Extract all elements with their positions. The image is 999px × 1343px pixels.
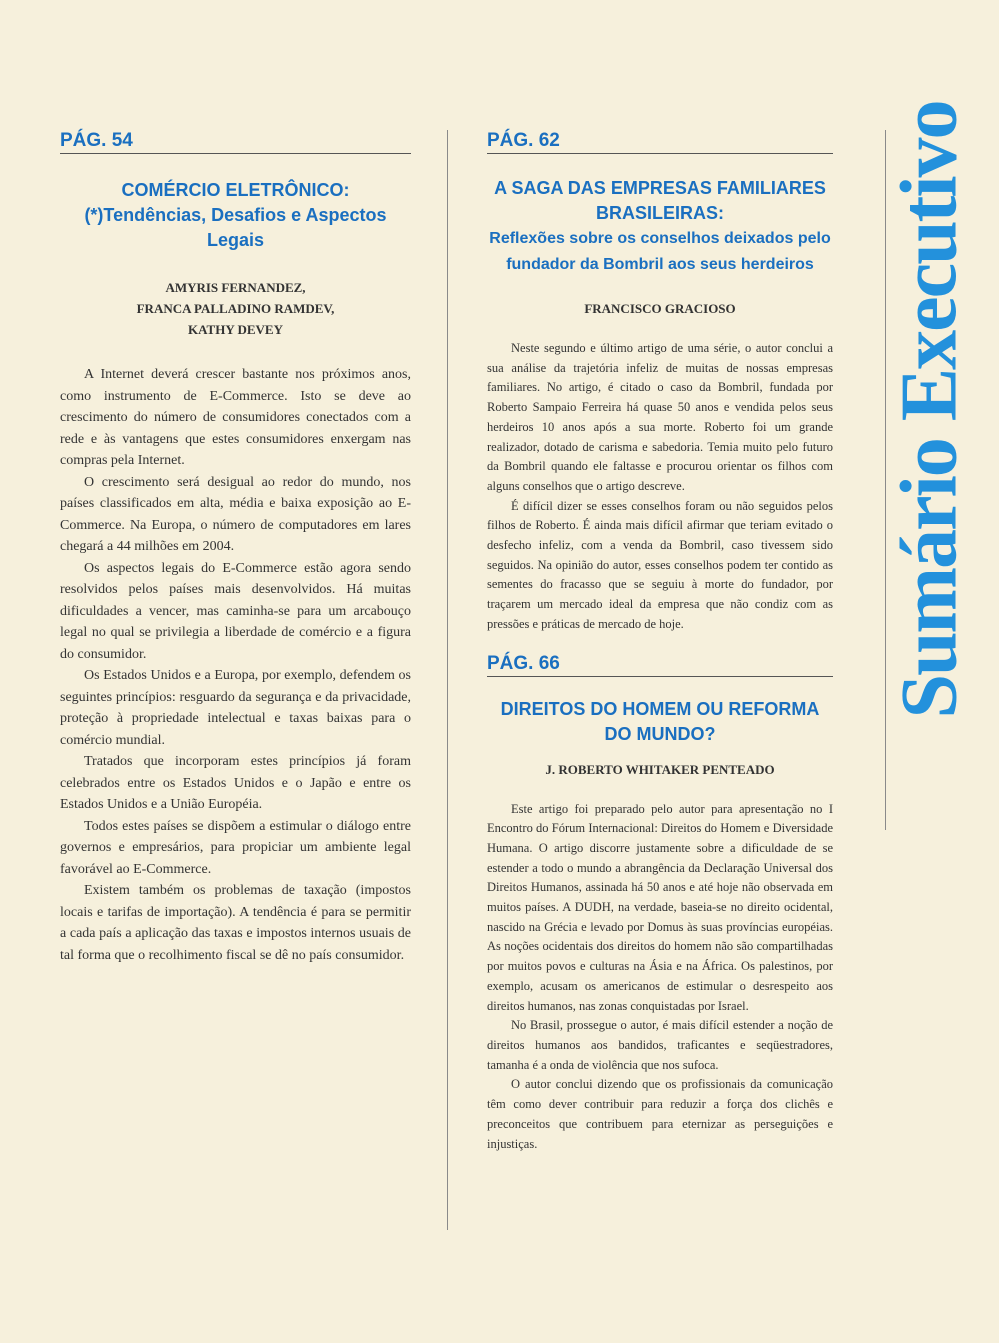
- article-title: A SAGA DAS EMPRESAS FAMILIARES: [494, 178, 826, 198]
- paragraph: Os Estados Unidos e a Europa, por exemplo, defendem os seguintes princípios: resguardo da segurança e da privacidade, proteção à propriedade intelectual e taxas baixas para o comércio mundial.: [60, 668, 411, 748]
- column-divider: [447, 130, 448, 1230]
- paragraph: O autor conclui dizendo que os profissionais da comunicação têm como dever contribuir para reduzir a força dos clichês e preconceitos que contribuem para eternizar as perseguições e injustiças.: [487, 1077, 833, 1151]
- side-title-text: Sumário Executivo: [886, 101, 974, 719]
- paragraph: Todos estes países se dispõem a estimular o diálogo entre governos e empresários, para propiciar um ambiente legal favorável ao E-Commerce.: [60, 818, 411, 877]
- paragraph: Existem também os problemas de taxação (impostos locais e tarifas de importação). A tendência é para se permitir a cada país a aplicação das taxas e impostos internos usuais de tal forma que o recolhimento fiscal se dê no país consumidor.: [60, 883, 411, 963]
- article-ecommerce: [60, 130, 411, 966]
- paragraph: No Brasil, prossegue o autor, é mais difícil estender a noção de direitos humanos aos bandidos, traficantes e seqüestradores, tamanha é a onda de violência que nos sufoca.: [487, 1018, 833, 1072]
- article-bombril: [487, 130, 833, 635]
- article-title: DO MUNDO?: [604, 723, 716, 744]
- side-title: [886, 101, 974, 719]
- article-body: [487, 800, 833, 1155]
- article-title: DIREITOS DO HOMEM OU REFORMA: [500, 698, 820, 719]
- article-author: KATHY DEVEY: [188, 322, 283, 337]
- article-direitos: [487, 653, 833, 1155]
- article-subtitle: fundador da Bombril aos seus herdeiros: [506, 256, 814, 273]
- article-title: (*)Tendências, Desafios e Aspectos Legais: [84, 205, 387, 250]
- right-column: [487, 130, 833, 1154]
- paragraph: O crescimento será desigual ao redor do mundo, nos países classificados em alta, média e baixa exposição ao E-Commerce. Na Europa, o número de computadores em lares chegará a 44 milhões em 2004.: [60, 474, 411, 554]
- paragraph: Este artigo foi preparado pelo autor para apresentação no I Encontro do Fórum Internacional: Direitos do Homem e Diversidade Humana. O artigo discorre justamente sobre a dificuldade de se estender a todo o mundo a abrangência da Declaração Universal dos Direitos Humanos, assinada há 50 anos e até hoje não observada em muitos países. A DUDH, na verdade, baseia-se no direito ocidental, nascido na Grécia e levado por Domus às suas províncias européias. As noções ocidentais dos direitos do homem não são compartilhadas por muitos povos e culturas na Ásia e na África. Os palestinos, por exemplo, acusam os americanos de estimular o desrespeito aos direitos humanos, nas zonas conquistadas por Israel.: [487, 801, 833, 1013]
- paragraph: A Internet deverá crescer bastante nos próximos anos, como instrumento de E-Commerce. Isto se deve ao crescimento do número de consumidores conectados com a rede e às vantagens que estes consumidores enxergam nas compras pela Internet.: [60, 367, 411, 468]
- paragraph: Neste segundo e último artigo de uma série, o autor conclui a sua análise da trajetória infeliz de muitas de nossas empresas familiares. No artigo, é citado o caso da Bombril, fundada por Roberto Sampaio Ferreira há quase 50 anos e vendida pelos seus herdeiros 10 anos após a sua morte. Roberto foi um grande realizador, dotado de carisma e sabedoria. Temia muito pelo futuro da Bombril quando ele faltasse e procurou orientar os filhos com alguns conselhos que o artigo descreve.: [487, 341, 833, 493]
- article-author: FRANCA PALLADINO RAMDEV,: [136, 301, 335, 316]
- page-ref: PÁG. 54: [60, 130, 411, 154]
- paragraph: É difícil dizer se esses conselhos foram ou não seguidos pelos filhos de Roberto. É ainda mais difícil afirmar que teriam evitado o desfecho infeliz, com a venda da Bombril, caso tivessem sido seguidos. Na opinião do autor, esses conselhos podem ter contido as sementes do fracasso que se seguiu à morte do fundador, por traçarem um mercado ideal da empresa que não condiz com as pressões e práticas de mercado de hoje.: [487, 498, 833, 631]
- article-author: FRANCISCO GRACIOSO: [584, 301, 736, 316]
- page-ref: PÁG. 66: [487, 653, 833, 677]
- article-author: J. ROBERTO WHITAKER PENTEADO: [545, 761, 775, 777]
- article-author: AMYRIS FERNANDEZ,: [165, 280, 306, 295]
- paragraph: Tratados que incorporam estes princípios já foram celebrados entre os Estados Unidos e o Japão e entre os Estados Unidos e a União Européia.: [60, 754, 411, 812]
- article-title: COMÉRCIO ELETRÔNICO:: [121, 180, 350, 200]
- article-body: [60, 364, 411, 966]
- article-title: BRASILEIRAS:: [595, 203, 724, 223]
- article-body: [487, 339, 833, 635]
- page-ref: PÁG. 62: [487, 130, 833, 154]
- paragraph: Os aspectos legais do E-Commerce estão agora sendo resolvidos pelos países mais desenvolvidos. Há muitas dificuldades a vencer, mas caminha-se para um arcabouço legal no qual se privilegia a liberdade de comércio e a figura do consumidor.: [60, 560, 411, 662]
- article-subtitle: Reflexões sobre os conselhos deixados pelo: [489, 230, 831, 247]
